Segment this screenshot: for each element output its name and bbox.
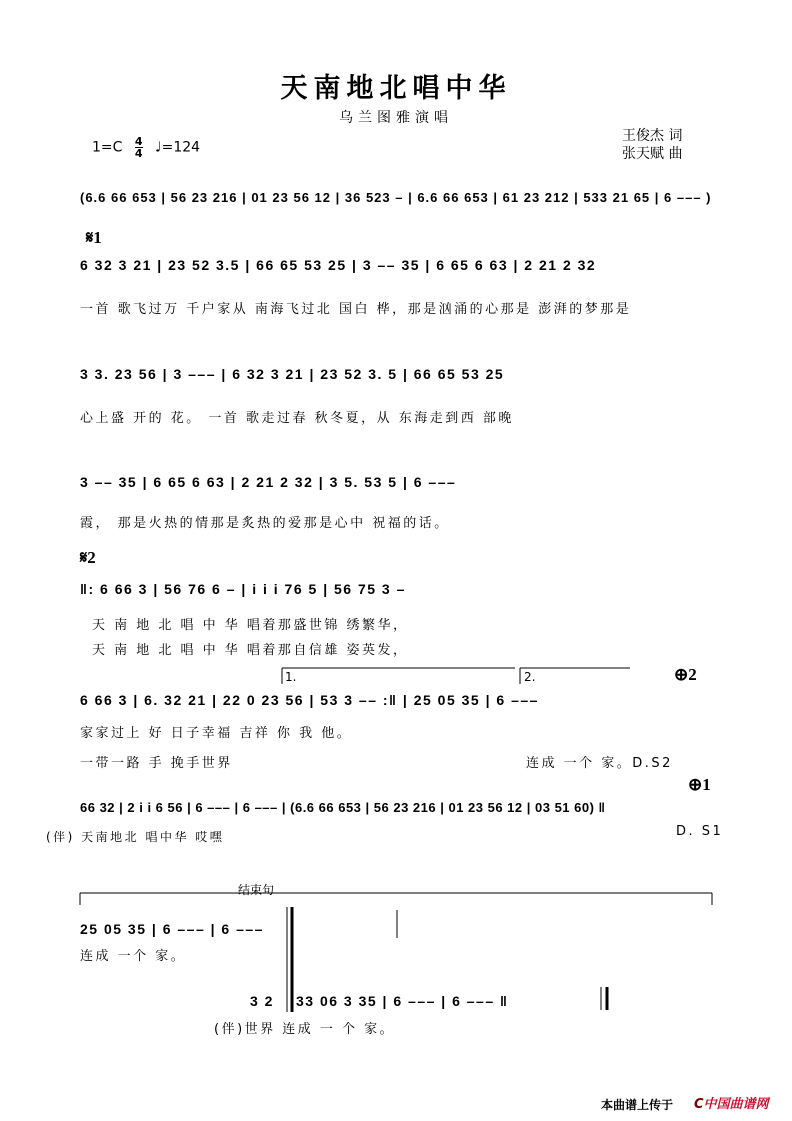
row3-lyrics: 霞， 那是火热的情那是炙热的爱那是心中 祝福的话。 [80,516,450,531]
coda-2: ⊕2 [674,665,697,684]
ending-label: 结束句 [238,883,275,897]
intro-notes: (6.6 66 653 | 56 23 216 | 01 23 56 12 | 36 523 – | 6.6 66 653 | 61 23 212 | 533 21 65 | 6 ––– ) [80,190,712,205]
composer: 张天赋 曲 [622,146,683,162]
ds1-marker: D. S1 [676,824,724,839]
row8-pickup: 3 2 [250,993,274,1009]
row1-notes: 6 32 3 21 | 23 52 3.5 | 66 65 53 25 | 3 –– 35 | 6 65 6 63 | 2 21 2 32 [80,257,597,273]
song-title: 天南地北唱中华 [280,73,512,104]
row5-notes: 6 66 3 | 6. 32 21 | 22 0 23 56 | 53 3 –– :‖ | 25 05 35 | 6 ––– [80,692,539,708]
row4-lyrics-verse1: 天 南 地 北 唱 中 华 唱着那盛世锦 绣繁华， [92,618,409,633]
row4-notes: ‖: 6 66 3 | 56 76 6 – | i i i 76 5 | 56 75 3 – [80,581,406,597]
row5-lyrics-verse2a: 一带一路 手 挽手世界 [80,756,233,771]
tempo: =124 [161,139,201,156]
volta-2-label: 2. [524,670,536,684]
row7-lyrics: 连成 一个 家。 [80,949,187,964]
logo-mark: C [694,1097,704,1112]
row6-notes: 66 32 | 2 i i 6 56 | 6 ––– | 6 ––– | (6.6 66 653 | 56 23 216 | 01 23 56 12 | 03 51 60) ‖ [80,800,606,815]
coda-1: ⊕1 [688,775,711,794]
row2-lyrics: 心上盛 开的 花。 一首 歌走过春 秋冬夏，从 东海走到西 部晚 [80,411,514,426]
segno-2: 𝄋2 [80,548,96,567]
logo-text: 中国曲谱网 [703,1097,769,1112]
segno-1: 𝄋1 [86,228,102,247]
row7-notes: 25 05 35 | 6 ––– | 6 ––– [80,921,264,937]
site-logo[interactable] [694,1093,769,1112]
row8-lyrics: (伴)世界 连成 一 个 家。 [214,1022,396,1037]
row5-lyrics-verse1: 家家过上 好 日子幸福 吉祥 你 我 他。 [80,726,353,741]
row8-notes: 33 06 3 35 | 6 ––– | 6 ––– ‖ [296,993,509,1009]
row4-lyrics-verse2: 天 南 地 北 唱 中 华 唱着那自信雄 姿英发， [92,643,409,658]
volta-1-label: 1. [285,670,297,684]
row3-notes: 3 –– 35 | 6 65 6 63 | 2 21 2 32 | 3 5. 53 5 | 6 ––– [80,474,457,490]
quarter-note-icon: ♩ [154,139,162,156]
footer-text: 本曲谱上传于 [601,1098,674,1112]
row5-lyrics-verse2b: 连成 一个 家。D.S2 [526,756,673,771]
row2-notes: 3 3. 23 56 | 3 ––– | 6 32 3 21 | 23 52 3. 5 | 66 65 53 25 [80,366,505,382]
performer: 乌兰图雅演唱 [339,110,453,126]
key-tonic: 1=C [92,139,123,156]
lyricist: 王俊杰 词 [622,128,683,144]
row6-lyrics: (伴) 天南地北 唱中华 哎嘿 [46,830,225,844]
time-bottom: 4 [134,147,143,160]
row1-lyrics: 一首 歌飞过万 千户家从 南海飞过北 国白 桦，那是汹涌的心那是 澎湃的梦那是 [80,302,632,317]
time-top: 4 [134,135,143,148]
